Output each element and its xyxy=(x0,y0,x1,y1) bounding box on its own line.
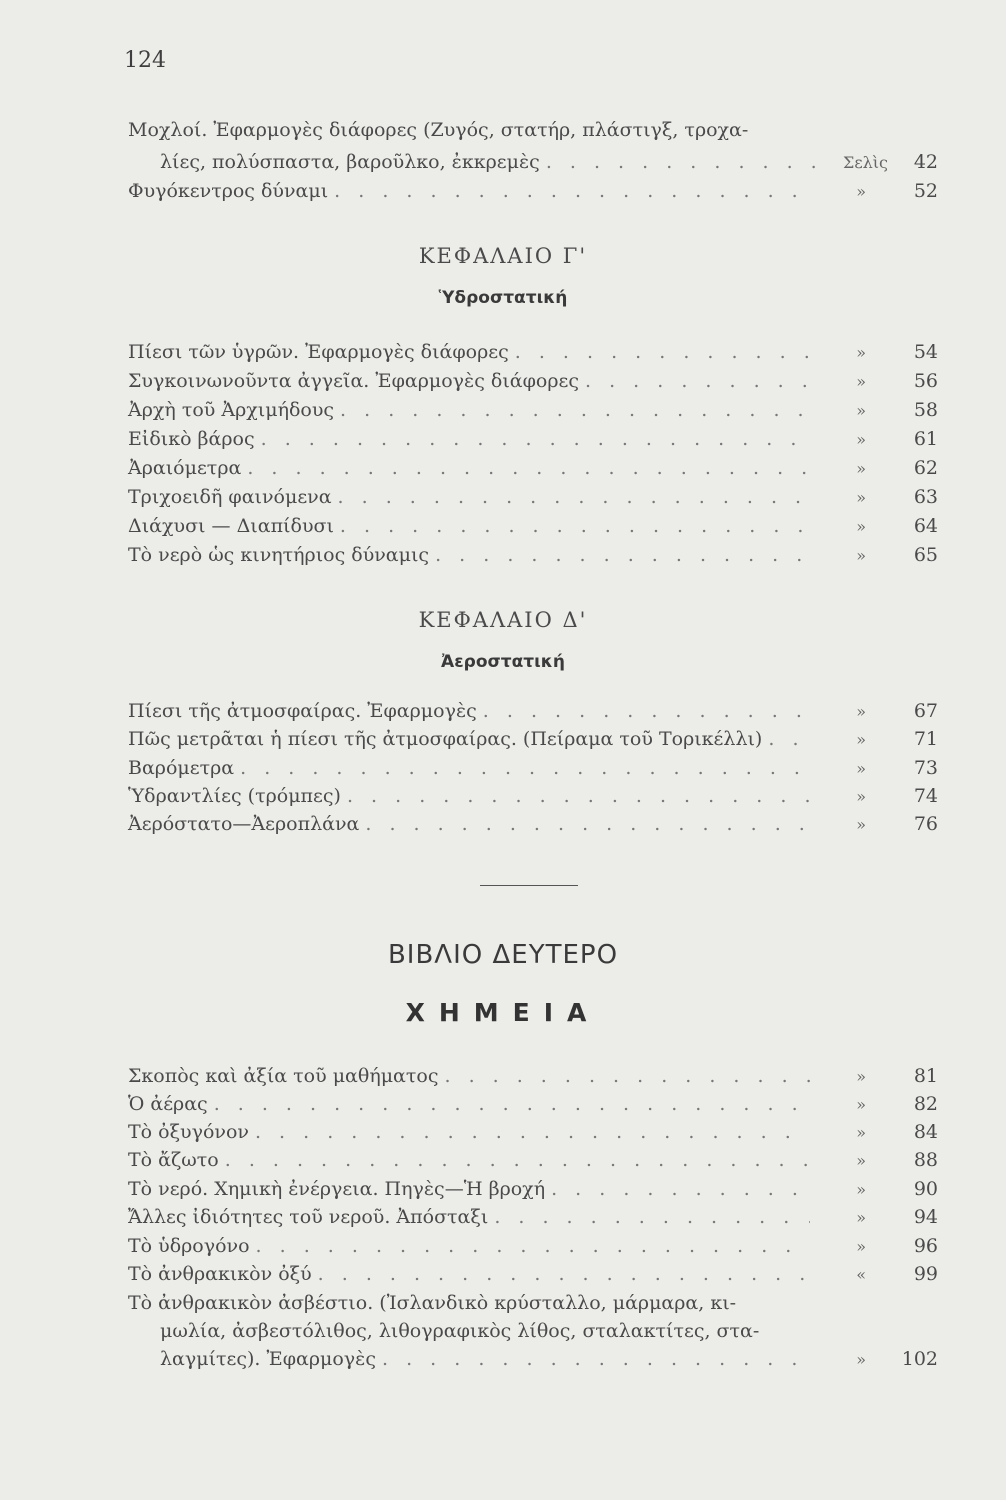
toc-entry-title: Φυγόκεντρος δύναμι xyxy=(128,180,329,202)
dot-leader xyxy=(435,541,810,569)
toc-entry xyxy=(128,1062,938,1091)
section-heading: Ὑδροστατική xyxy=(438,288,568,308)
toc-entry-marker: » xyxy=(856,1067,866,1086)
dot-leader xyxy=(318,1260,810,1288)
dot-leader xyxy=(255,1118,810,1146)
toc-entry-title: Διάχυσι — Διαπίδυσι xyxy=(128,515,334,537)
toc-entry xyxy=(128,1146,938,1175)
dot-leader xyxy=(247,454,810,482)
toc-entry xyxy=(128,725,938,754)
toc-entry-title: Τὸ ἄζωτο xyxy=(128,1149,219,1171)
toc-entry xyxy=(128,338,938,367)
toc-entry-title: Ἄλλες ἰδιότητες τοῦ νεροῦ. Ἀπόσταξι xyxy=(128,1206,489,1228)
toc-entry xyxy=(128,810,938,839)
toc-entry-marker: » xyxy=(856,517,866,536)
toc-entry-page: 99 xyxy=(913,1263,938,1285)
dot-leader xyxy=(240,754,810,782)
toc-entry-title: λαγμίτες). Ἐφαρμογὲς xyxy=(160,1348,377,1370)
toc-entry xyxy=(128,425,938,454)
dot-leader xyxy=(256,1232,810,1260)
toc-entry-title: Πίεσι τῆς ἀτμοσφαίρας. Ἐφαρμογὲς xyxy=(128,700,477,722)
toc-entry xyxy=(128,1090,938,1119)
toc-entry xyxy=(128,1289,938,1317)
toc-entry-page: 88 xyxy=(913,1149,938,1171)
toc-entry-title: Ἀερόστατο—Ἀεροπλάνα xyxy=(128,813,360,835)
toc-entry-page: 76 xyxy=(913,813,938,835)
toc-entry-continued: μωλία, ἀσβεστόλιθος, λιθογραφικὸς λίθος, σταλακτίτες, στα- xyxy=(160,1320,760,1342)
toc-entry-marker: Σελὶς xyxy=(843,153,888,172)
dot-leader xyxy=(546,148,832,176)
toc-entry-marker: » xyxy=(856,430,866,449)
toc-entry-title: Τὸ ὑδρογόνο xyxy=(128,1235,250,1257)
toc-entry xyxy=(128,367,938,396)
dot-leader xyxy=(338,483,810,511)
toc-entry-title: Τὸ ἀνθρακικὸν ἀσβέστιο. (Ἰσλανδικὸ κρύσταλλο, μάρμαρα, κι- xyxy=(128,1292,737,1314)
dot-leader xyxy=(347,782,810,810)
toc-entry-marker: » xyxy=(856,787,866,806)
toc-entry-title: Πῶς μετρᾶται ἡ πίεσι τῆς ἀτμοσφαίρας. (Πείραμα τοῦ Τορικέλλι) xyxy=(128,728,763,750)
toc-entry-title: Συγκοινωνοῦντα ἀγγεῖα. Ἐφαρμογὲς διάφορες xyxy=(128,370,580,392)
toc-entry-marker: « xyxy=(856,1265,866,1284)
toc-entry-marker: » xyxy=(856,1180,866,1199)
dot-leader xyxy=(340,512,810,540)
toc-entry-marker: » xyxy=(856,343,866,362)
toc-entry xyxy=(128,697,938,726)
toc-entry-marker: » xyxy=(856,702,866,721)
toc-entry-page: 82 xyxy=(913,1093,938,1115)
toc-entry-continued xyxy=(160,148,938,177)
toc-entry-page: 71 xyxy=(913,728,938,750)
chapter-heading: ΚΕΦΑΛΑΙΟ Γ' xyxy=(418,244,588,268)
toc-entry-marker: » xyxy=(856,1095,866,1114)
toc-entry-page: 94 xyxy=(913,1206,938,1228)
toc-entry-title: Βαρόμετρα xyxy=(128,757,235,779)
dot-leader xyxy=(483,697,810,725)
dot-leader xyxy=(225,1146,810,1174)
toc-entry xyxy=(128,782,938,811)
toc-entry-marker: » xyxy=(856,401,866,420)
toc-entry-page: 96 xyxy=(913,1235,938,1257)
toc-entry xyxy=(128,512,938,541)
toc-entry xyxy=(128,1175,938,1204)
toc-entry xyxy=(128,116,938,144)
toc-entry-title: Πίεσι τῶν ὑγρῶν. Ἐφαρμογὲς διάφορες xyxy=(128,341,509,363)
toc-entry-marker: » xyxy=(856,815,866,834)
toc-entry-marker: » xyxy=(856,372,866,391)
toc-entry-page: 84 xyxy=(913,1121,938,1143)
toc-entry-page: 102 xyxy=(901,1348,938,1370)
toc-entry-page: 90 xyxy=(913,1178,938,1200)
toc-entry xyxy=(128,483,938,512)
section-divider xyxy=(480,885,578,886)
toc-entry-page: 52 xyxy=(913,180,938,202)
toc-entry-marker: » xyxy=(856,759,866,778)
toc-entry-page: 56 xyxy=(913,370,938,392)
toc-entry xyxy=(128,754,938,783)
dot-leader xyxy=(214,1090,810,1118)
toc-entry-title: Σκοπὸς καὶ ἀξία τοῦ μαθήματος xyxy=(128,1065,439,1087)
toc-entry-page: 81 xyxy=(913,1065,938,1087)
toc-entry xyxy=(128,454,938,483)
toc-entry xyxy=(128,177,938,206)
toc-entry xyxy=(128,1203,938,1232)
toc-entry-marker: » xyxy=(856,1350,866,1369)
toc-entry-page: 63 xyxy=(913,486,938,508)
toc-entry xyxy=(128,396,938,425)
toc-entry-title: Μοχλοί. Ἐφαρμογὲς διάφορες (Ζυγός, στατήρ, πλάστιγξ, τροχα- xyxy=(128,119,749,141)
dot-leader xyxy=(340,396,810,424)
chapter-heading: ΚΕΦΑΛΑΙΟ Δ' xyxy=(418,608,588,632)
book-heading: ΒΙΒΛΙΟ ΔΕΥΤΕΡΟ xyxy=(387,940,619,970)
toc-entry-title: Ἀρχὴ τοῦ Ἀρχιμήδους xyxy=(128,399,335,421)
dot-leader xyxy=(768,725,810,753)
toc-entry-continued xyxy=(160,1345,938,1374)
toc-entry-marker: » xyxy=(856,182,866,201)
dot-leader xyxy=(365,810,810,838)
toc-entry-page: 42 xyxy=(913,151,938,173)
dot-leader xyxy=(551,1175,810,1203)
dot-leader xyxy=(494,1203,810,1231)
toc-entry-marker: » xyxy=(856,1208,866,1227)
toc-entry-page: 58 xyxy=(913,399,938,421)
dot-leader xyxy=(515,338,810,366)
toc-entry-title: Εἰδικὸ βάρος xyxy=(128,428,255,450)
dot-leader xyxy=(382,1345,810,1373)
toc-entry-title: Τὸ ὀξυγόνον xyxy=(128,1121,249,1143)
dot-leader xyxy=(444,1062,810,1090)
toc-entry-page: 73 xyxy=(913,757,938,779)
page-number: 124 xyxy=(124,48,166,73)
toc-entry-page: 65 xyxy=(913,544,938,566)
toc-entry xyxy=(128,1232,938,1261)
dot-leader xyxy=(334,177,810,205)
dot-leader xyxy=(261,425,810,453)
toc-entry xyxy=(128,1118,938,1147)
toc-entry-marker: » xyxy=(856,1123,866,1142)
toc-entry-title: Ὁ ἀέρας xyxy=(128,1093,208,1115)
toc-entry-page: 62 xyxy=(913,457,938,479)
toc-entry-title: Τὸ ἀνθρακικὸν ὀξύ xyxy=(128,1263,312,1285)
toc-entry-marker: » xyxy=(856,488,866,507)
toc-entry xyxy=(128,1260,938,1289)
toc-entry-marker: » xyxy=(856,459,866,478)
section-heading: Ἀεροστατική xyxy=(441,652,565,672)
toc-entry-marker: » xyxy=(856,1237,866,1256)
toc-entry-title: λίες, πολύσπαστα, βαροῦλκο, ἐκκρεμὲς xyxy=(160,151,540,173)
toc-entry-page: 61 xyxy=(913,428,938,450)
part-heading: ΧΗΜΕΙΑ xyxy=(405,998,601,1027)
toc-entry-marker: » xyxy=(856,546,866,565)
toc-entry-title: Τριχοειδῆ φαινόμενα xyxy=(128,486,332,508)
toc-entry-title: Τὸ νερὸ ὡς κινητήριος δύναμις xyxy=(128,544,430,566)
toc-entry-marker: » xyxy=(856,730,866,749)
toc-entry xyxy=(128,541,938,570)
toc-entry-title: Τὸ νερό. Χημικὴ ἐνέργεια. Πηγὲς—Ἡ βροχή xyxy=(128,1178,546,1200)
dot-leader xyxy=(585,367,810,395)
toc-entry-page: 74 xyxy=(913,785,938,807)
toc-entry-page: 64 xyxy=(913,515,938,537)
toc-entry-title: Ὑδραντλίες (τρόμπες) xyxy=(128,785,341,807)
toc-entry-marker: » xyxy=(856,1151,866,1170)
toc-entry-page: 54 xyxy=(913,341,938,363)
toc-entry-title: Ἀραιόμετρα xyxy=(128,457,242,479)
toc-entry-page: 67 xyxy=(913,700,938,722)
